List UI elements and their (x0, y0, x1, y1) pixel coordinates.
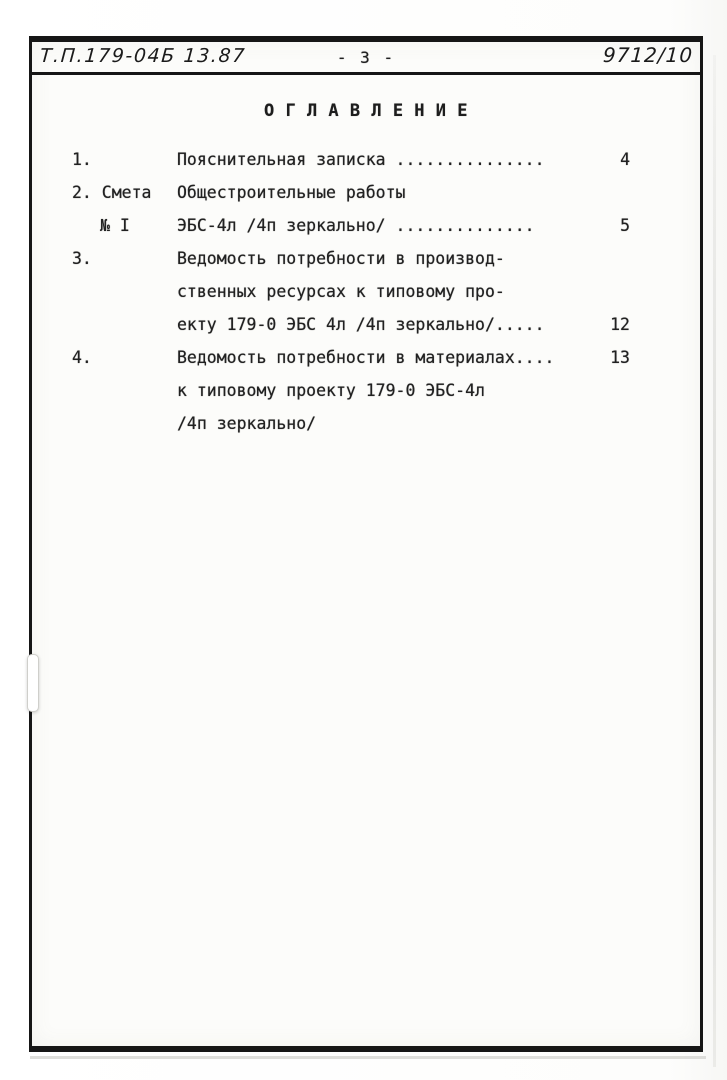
toc-item-3-line-1 (32, 242, 700, 275)
toc-item-4-line-1 (32, 341, 700, 374)
toc-item-page: 12 (610, 315, 630, 334)
toc-item-3-line-2 (32, 275, 700, 308)
toc-item-2-line-2 (32, 209, 700, 242)
toc-item-3-line-3 (32, 308, 700, 341)
toc-item-page: 4 (620, 150, 630, 169)
toc-item-page (592, 275, 700, 308)
toc-item-text: /4п зеркально/ (177, 414, 317, 433)
toc-item-text: Пояснительная записка ............... (177, 150, 545, 169)
doc-code: Т.П.179-04Б 13.87 (39, 45, 247, 67)
scan-edge-artifact-bottom (30, 1056, 706, 1059)
toc-number-spacer (32, 374, 177, 407)
page-title: О Г Л А В Л Е Н И Е (264, 101, 468, 121)
binding-notch (27, 654, 39, 712)
toc-item-text: екту 179-0 ЭБС 4л /4п зеркально/..... (177, 315, 545, 334)
scan-edge-artifact-right (713, 55, 716, 1067)
toc-item-text: к типовому проекту 179-0 ЭБС-4л (177, 381, 485, 400)
page-number-label: - 3 - (336, 48, 396, 67)
toc-item-1 (32, 143, 700, 176)
toc-item-number: 2. Смета (72, 183, 152, 202)
toc-item-text: Ведомость потребности в производ- (177, 249, 505, 268)
toc-item-number: 1. (72, 150, 92, 169)
toc-item-text: ственных ресурсах к типовому про- (177, 282, 505, 301)
toc-item-text: Общестроительные работы (177, 183, 406, 202)
toc-item-4-line-3 (32, 407, 700, 440)
toc-item-page (592, 176, 700, 209)
header-row (32, 42, 700, 75)
toc-item-text: ЭБС-4л /4п зеркально/ .............. (177, 216, 535, 235)
toc-number-spacer (32, 407, 177, 440)
toc-item-page: 5 (620, 216, 630, 235)
toc-number-spacer (32, 308, 177, 341)
toc-number-spacer (32, 275, 177, 308)
toc-item-number: 3. (72, 249, 92, 268)
toc-item-page: 13 (610, 348, 630, 367)
toc-list (32, 143, 700, 440)
document-frame (29, 36, 703, 1052)
toc-item-text: Ведомость потребности в материалах.... (177, 348, 555, 367)
page-body (32, 101, 700, 440)
toc-item-subnumber: № I (100, 216, 130, 235)
toc-item-page (592, 242, 700, 275)
toc-item-page (592, 407, 700, 440)
toc-item-page (592, 374, 700, 407)
inventory-number: 9712/10 (602, 43, 694, 67)
toc-item-4-line-2 (32, 374, 700, 407)
toc-item-2-line-1 (32, 176, 700, 209)
toc-item-number: 4. (72, 348, 92, 367)
